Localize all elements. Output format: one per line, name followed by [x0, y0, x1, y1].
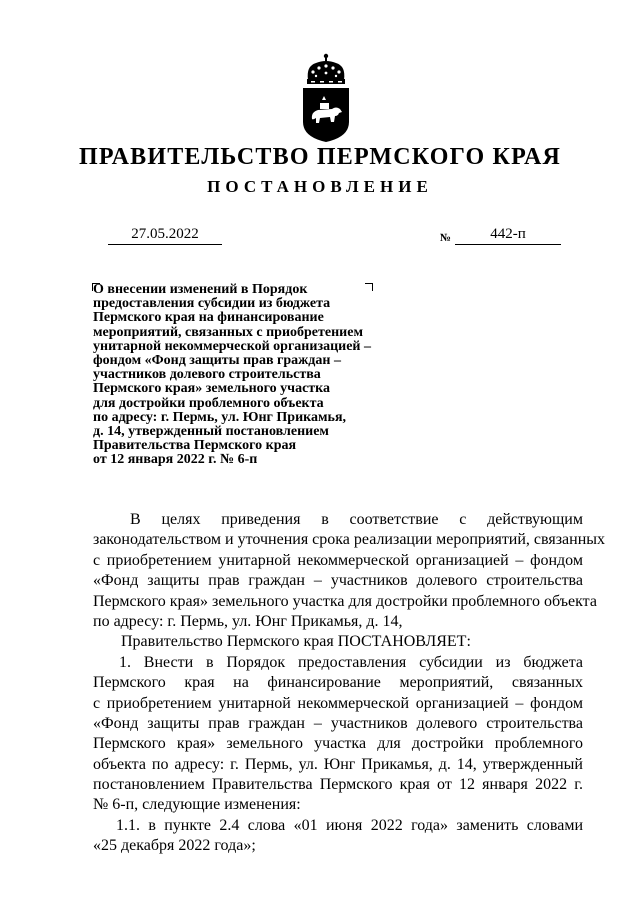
body-line: 1.1. в пункте 2.4 слова «01 июня 2022 года» заменить словами	[116, 816, 583, 834]
body-line: Пермского края на финансирование мероприятий, связанных	[93, 674, 583, 692]
body-line: с приобретением унитарной некоммерческой организацией – фондом	[93, 551, 583, 569]
resolution-line: Правительство Пермского края ПОСТАНОВЛЯЕТ:	[121, 633, 471, 651]
document-number: 442-п	[455, 226, 561, 245]
subject-line: участников долевого строительства	[93, 367, 321, 383]
subject-line: Пермского края» земельного участка	[93, 381, 331, 397]
body-line: 1. Внести в Порядок предоставления субсидии из бюджета	[119, 653, 583, 671]
subject-line: унитарной некоммерческой организацией –	[93, 338, 371, 354]
subject-line: Пермского края на финансирование	[93, 310, 324, 326]
body-line: Пермского края» земельного участка для достройки проблемного	[93, 735, 583, 753]
body-line: законодательством и уточнения срока реализации мероприятий, связанных	[93, 531, 606, 549]
number-sign: №	[440, 232, 452, 244]
subject-line: д. 14, утвержденный постановлением	[93, 424, 329, 440]
subject-line: для достройки проблемного объекта	[93, 395, 324, 411]
body-line: В целях приведения в соответствие с действующим	[130, 511, 583, 528]
subject-line: от 12 января 2022 г. № 6-п	[93, 452, 258, 468]
body-line: «25 декабря 2022 года»;	[93, 837, 256, 855]
subject-line: мероприятий, связанных с приобретением	[93, 324, 363, 340]
document-date: 27.05.2022	[108, 226, 222, 245]
body-line: «Фонд защиты прав граждан – участников долевого строительства	[93, 572, 583, 590]
subject-line: фондом «Фонд защиты прав граждан –	[93, 353, 341, 369]
perm-krai-coat-of-arms-icon	[298, 52, 354, 144]
subject-line: предоставления субсидии из бюджета	[93, 296, 331, 312]
subject-line: О внесении изменений в Порядок	[93, 282, 308, 297]
subject-line: Правительства Пермского края	[93, 438, 297, 454]
body-line: постановлением Правительства Пермского края от 12 января 2022 г.	[93, 776, 583, 794]
body-line: по адресу: г. Пермь, ул. Юнг Прикамья, д. 14,	[93, 612, 403, 630]
body-line: «Фонд защиты прав граждан – участников долевого строительства	[93, 714, 583, 732]
government-name: ПРАВИТЕЛЬСТВО ПЕРМСКОГО КРАЯ	[78, 144, 562, 170]
subject-line: по адресу: г. Пермь, ул. Юнг Прикамья,	[93, 409, 347, 425]
document-body	[93, 510, 606, 857]
body-line: с приобретением унитарной некоммерческой организацией – фондом	[93, 694, 583, 712]
document-subject	[93, 283, 383, 468]
body-line: объекта по адресу: г. Пермь, ул. Юнг Прикамья, д. 14, утвержденный	[93, 755, 583, 773]
document-type: ПОСТАНОВЛЕНИЕ	[207, 177, 433, 196]
body-line: Пермского края» земельного участка для достройки проблемного объекта	[93, 592, 597, 610]
body-line: № 6-п, следующие изменения:	[93, 796, 301, 814]
